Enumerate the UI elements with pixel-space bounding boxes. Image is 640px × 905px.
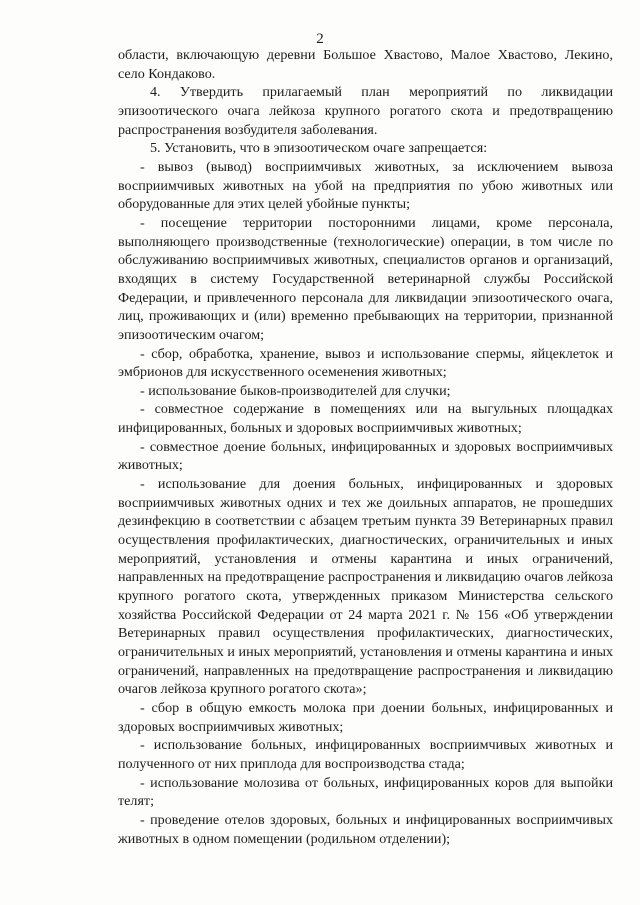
prohibition-item: - использование молозива от больных, инфицированных коров для выпойки телят; <box>118 774 613 810</box>
prohibition-item: - сбор, обработка, хранение, вывоз и использование спермы, яйцеклеток и эмбрионов для искусственного осеменения животных; <box>118 345 613 381</box>
prohibition-item: - сбор в общую емкость молока при доении больных, инфицированных и здоровых восприимчивых животных; <box>118 699 613 735</box>
prohibition-item: - использование для доения больных, инфицированных и здоровых восприимчивых животных одних и тех же доильных аппаратов, не прошедших дезинфекцию в соответствии с абзацем третьим пункта 39 Ветеринарных правил осуществления профилактических, диагностических, ограничительных и иных мероприятий, установления и отмены карантина и иных ограничений, направленных на предотвращение распространения и ликвидацию очагов лейкоза крупного рогатого скота, утвержденных приказом Министерства сельского хозяйства Российской Федерации от 24 марта 2021 г. № 156 «Об утверждении Ветеринарных правил осуществления профилактических, диагностических, ограничительных и иных мероприятий, установления и отмены карантина и иных ограничений, направленных на предотвращение распространения и ликвидацию очагов лейкоза крупного рогатого скота»; <box>118 476 613 698</box>
paragraph-item-5: 5. Установить, что в эпизоотическом очаге запрещается: <box>150 140 488 157</box>
prohibition-item: - проведение отелов здоровых, больных и инфицированных восприимчивых животных в одном помещении (родильном отделении); <box>118 811 613 847</box>
paragraph-item-4: 4. Утвердить прилагаемый план мероприятий по ликвидации эпизоотического очага лейкоза крупного рогатого скота и предотвращению распространения возбудителя заболевания. <box>118 84 613 138</box>
prohibition-item: - вывоз (вывод) восприимчивых животных, за исключением вывоза восприимчивых животных на убой на предприятия по убою животных или оборудованные для этих целей убойные пункты; <box>118 158 613 213</box>
prohibition-item: - посещение территории посторонними лицами, кроме персонала, выполняющего производственные (технологические) операции, в том числе по обслуживанию восприимчивых животных, специалистов органов и организаций, входящих в систему Государственной ветеринарной службы Российской Федерации, и привлеченного персонала для ликвидации эпизоотического очага, лиц, проживающих и (или) временно пребывающих на территории, признанной эпизоотическим очагом; <box>118 214 613 343</box>
prohibition-item: - использование быков-производителей для случки; <box>140 382 451 399</box>
document-body <box>118 46 613 848</box>
prohibition-item: - использование больных, инфицированных восприимчивых животных и полученного от них приплода для воспроизводства стада; <box>118 737 613 772</box>
paragraph-continuation: области, включающую деревни Большое Хвастово, Малое Хвастово, Лекино, село Кондаково. <box>118 47 613 82</box>
page-number: 2 <box>316 31 324 47</box>
prohibition-item: - совместное содержание в помещениях или на выгульных площадках инфицированных, больных и здоровых восприимчивых животных; <box>118 401 613 437</box>
prohibition-item: - совместное доение больных, инфицированных и здоровых восприимчивых животных; <box>118 438 613 474</box>
